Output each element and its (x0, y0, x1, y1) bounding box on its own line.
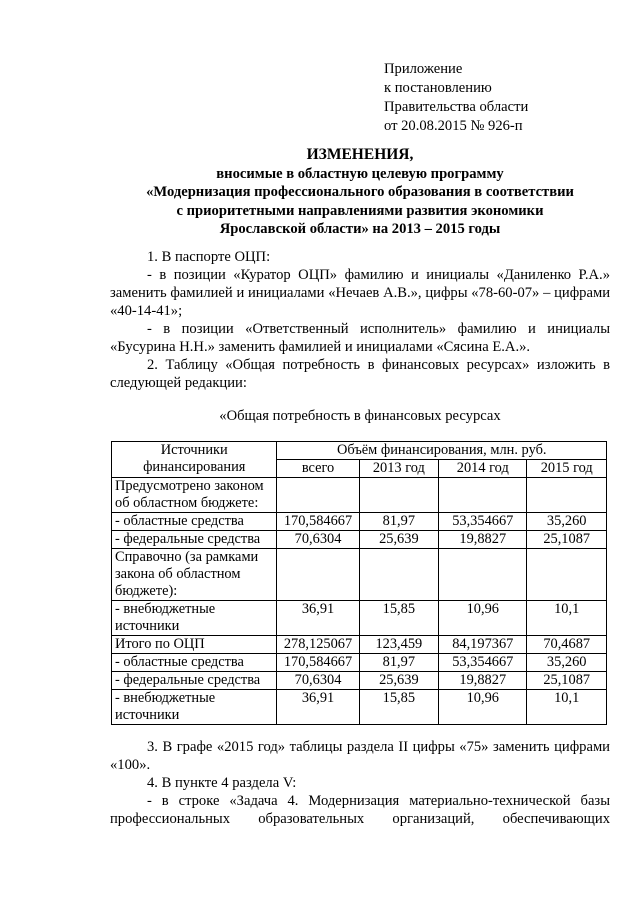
row-value: 19,8827 (439, 531, 527, 549)
row-value: 35,260 (527, 654, 607, 672)
paragraph-4-item: - в строке «Задача 4. Модернизация материально-технической базы профессиональных образовательных организаций, обеспечивающих (110, 793, 610, 827)
table-row (112, 531, 607, 549)
row-value: 70,4687 (527, 636, 607, 654)
title-head: ИЗМЕНЕНИЯ, (306, 146, 414, 163)
row-value (439, 549, 527, 601)
row-value: 35,260 (527, 513, 607, 531)
row-value: 84,197367 (439, 636, 527, 654)
title-line: Ярославской области» на 2013 – 2015 годы (219, 221, 501, 237)
row-value (277, 549, 359, 601)
row-value: 53,354667 (439, 654, 527, 672)
row-value: 25,1087 (527, 531, 607, 549)
row-label: - федеральные средства (112, 672, 277, 690)
row-value (527, 549, 607, 601)
row-label: - внебюджетные источники (112, 690, 277, 725)
row-label: - внебюджетные источники (112, 601, 277, 636)
row-value (439, 478, 527, 513)
row-value (359, 549, 439, 601)
header-source: Источники финансирования (112, 442, 277, 478)
body-text-top (110, 248, 610, 392)
row-label: Предусмотрено законом об областном бюджете: (112, 478, 277, 513)
attachment-block (384, 60, 624, 136)
table-row (112, 549, 607, 601)
header-2015: 2015 год (527, 460, 607, 478)
row-value: 170,584667 (277, 654, 359, 672)
financing-table (111, 441, 607, 725)
row-value: 81,97 (359, 654, 439, 672)
row-value: 10,1 (527, 690, 607, 725)
table-row (112, 654, 607, 672)
row-value: 70,6304 (277, 672, 359, 690)
table-row (112, 636, 607, 654)
attachment-date-line: от 20.08.2015 № 926-п (384, 118, 523, 134)
row-label: - областные средства (112, 513, 277, 531)
row-value: 81,97 (359, 513, 439, 531)
row-value: 170,584667 (277, 513, 359, 531)
row-value: 19,8827 (439, 672, 527, 690)
row-value (359, 478, 439, 513)
title-line: с приоритетными направлениями развития экономики (176, 202, 544, 219)
header-2014: 2014 год (439, 460, 527, 478)
table-row (112, 513, 607, 531)
row-label: Итого по ОЦП (112, 636, 277, 654)
paragraph-2: 2. Таблицу «Общая потребность в финансовых ресурсах» изложить в следующей редакции: (110, 357, 610, 391)
paragraph-executor: - в позиции «Ответственный исполнитель» фамилию и инициалы «Бусурина Н.Н.» заменить фамилией и инициалами «Сясина Е.А.». (110, 321, 610, 355)
paragraph-4: 4. В пункте 4 раздела V: (147, 775, 297, 791)
paragraph-curator: - в позиции «Куратор ОЦП» фамилию и инициалы «Даниленко Р.А.» заменить фамилией и инициалами «Нечаев А.В.», цифры «78-60-07» – цифрами «40-14-41»; (110, 267, 610, 319)
row-value: 10,96 (439, 690, 527, 725)
row-value: 10,1 (527, 601, 607, 636)
paragraph-1: 1. В паспорте ОЦП: (147, 249, 271, 265)
table-row (112, 672, 607, 690)
row-value: 15,85 (359, 601, 439, 636)
table-row (112, 478, 607, 513)
row-value: 36,91 (277, 601, 359, 636)
row-label: Справочно (за рамками закона об областном бюджете): (112, 549, 277, 601)
row-value: 70,6304 (277, 531, 359, 549)
title-line: «Модернизация профессионального образования в соответствии (146, 184, 574, 200)
document-title (110, 146, 610, 239)
row-value: 36,91 (277, 690, 359, 725)
header-2013: 2013 год (359, 460, 439, 478)
table-row (112, 690, 607, 725)
paragraph-3: 3. В графе «2015 год» таблицы раздела II цифры «75» заменить цифрами «100». (110, 739, 610, 773)
row-value (527, 478, 607, 513)
title-line: вносимые в областную целевую программу (216, 165, 504, 182)
row-value: 15,85 (359, 690, 439, 725)
attachment-line: Приложение (384, 61, 463, 77)
row-value (277, 478, 359, 513)
row-value: 25,1087 (527, 672, 607, 690)
header-total: всего (277, 460, 359, 478)
row-value: 25,639 (359, 531, 439, 549)
row-value: 278,125067 (277, 636, 359, 654)
table-row (112, 601, 607, 636)
body-text-bottom (110, 738, 610, 828)
attachment-line: к постановлению (384, 80, 492, 96)
header-volume: Объём финансирования, млн. руб. (277, 442, 607, 460)
row-label: - областные средства (112, 654, 277, 672)
table-header-row (112, 442, 607, 460)
row-label: - федеральные средства (112, 531, 277, 549)
table-caption: «Общая потребность в финансовых ресурсах (219, 408, 501, 424)
row-value: 25,639 (359, 672, 439, 690)
attachment-line: Правительства области (384, 99, 529, 115)
row-value: 53,354667 (439, 513, 527, 531)
row-value: 10,96 (439, 601, 527, 636)
row-value: 123,459 (359, 636, 439, 654)
